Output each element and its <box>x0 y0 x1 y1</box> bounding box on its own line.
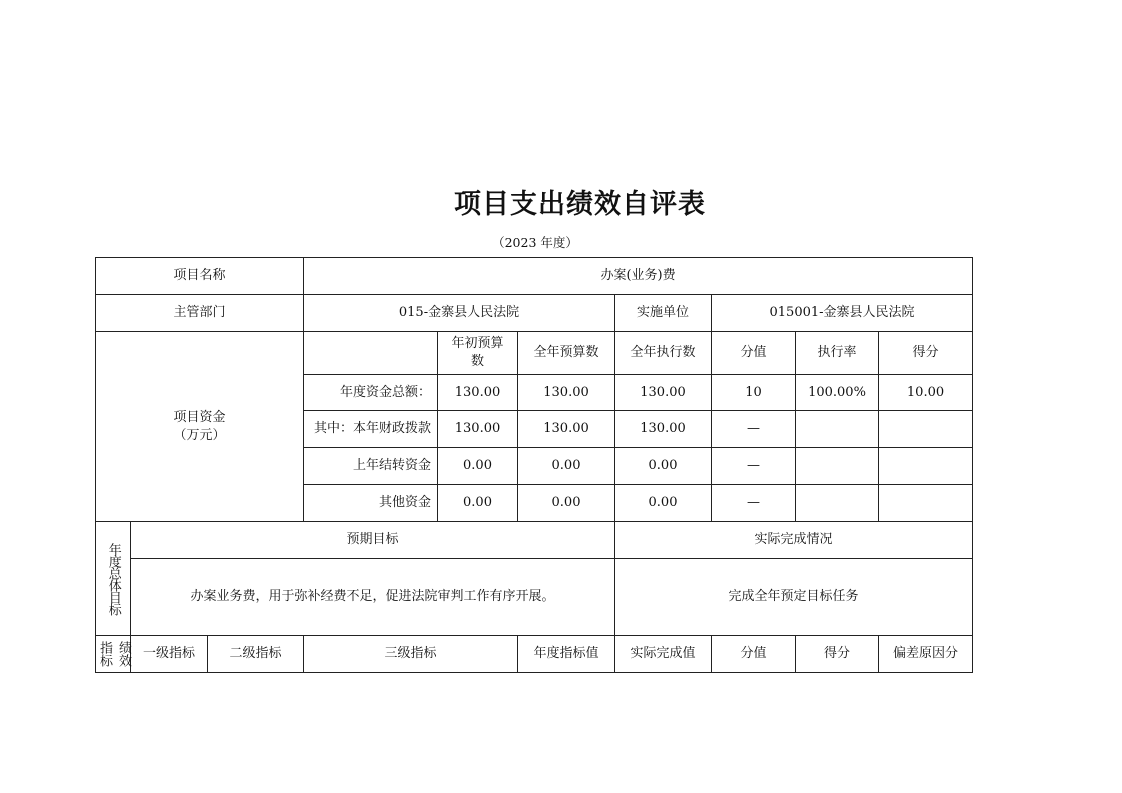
funds-header-blank <box>304 332 438 375</box>
funds-header-executed: 全年执行数 <box>615 332 712 375</box>
impl-unit-value: 015001-金寨县人民法院 <box>712 295 973 332</box>
actual-completion-header: 实际完成情况 <box>615 522 973 559</box>
funds-label-line1: 项目资金 <box>173 409 226 425</box>
performance-table <box>95 257 973 673</box>
fund-score-value: — <box>712 485 796 522</box>
fund-executed: 130.00 <box>615 411 712 448</box>
funds-header-row <box>96 332 973 375</box>
fund-score <box>879 411 973 448</box>
fund-row-label: 其中：本年财政拨款 <box>304 411 438 448</box>
funds-header-score-value: 分值 <box>712 332 796 375</box>
expected-goal-header: 预期目标 <box>131 522 615 559</box>
project-name-row <box>96 258 973 295</box>
level2-indicator-header: 二级指标 <box>208 636 304 673</box>
fund-annual: 0.00 <box>518 485 615 522</box>
fund-annual: 0.00 <box>518 448 615 485</box>
score-header: 得分 <box>796 636 879 673</box>
dept-label: 主管部门 <box>96 295 304 332</box>
fund-executed: 0.00 <box>615 448 712 485</box>
funds-header-annual: 全年预算数 <box>518 332 615 375</box>
year-label: （2023 年度） <box>492 235 578 250</box>
fund-score <box>879 485 973 522</box>
fund-initial: 130.00 <box>438 375 518 411</box>
fund-annual: 130.00 <box>518 375 615 411</box>
impl-unit-label: 实施单位 <box>615 295 712 332</box>
funds-label <box>96 332 304 522</box>
fund-row-label: 其他资金 <box>304 485 438 522</box>
page-title: 项目支出绩效自评表 <box>454 189 706 220</box>
indicator-header-row <box>96 636 973 673</box>
department-row <box>96 295 973 332</box>
fund-initial: 0.00 <box>438 448 518 485</box>
fund-score <box>879 448 973 485</box>
actual-completion-text: 完成全年预定目标任务 <box>615 559 973 636</box>
fund-rate <box>796 411 879 448</box>
fund-row-label: 上年结转资金 <box>304 448 438 485</box>
fund-rate <box>796 485 879 522</box>
expected-goal-text: 办案业务费，用于弥补经费不足，促进法院审判工作有序开展。 <box>131 559 615 636</box>
score-value-header: 分值 <box>712 636 796 673</box>
annual-indicator-value-header: 年度指标值 <box>518 636 615 673</box>
fund-annual: 130.00 <box>518 411 615 448</box>
fund-initial: 130.00 <box>438 411 518 448</box>
level3-indicator-header: 三级指标 <box>304 636 518 673</box>
goals-content-row <box>96 559 973 636</box>
level1-indicator-header: 一级指标 <box>131 636 208 673</box>
actual-value-header: 实际完成值 <box>615 636 712 673</box>
funds-label-line2: （万元） <box>173 427 226 443</box>
fund-score: 10.00 <box>879 375 973 411</box>
indicator-side-label: 指标 绩效 <box>96 636 131 673</box>
deviation-reason-header: 偏差原因分 <box>879 636 973 673</box>
fund-initial: 0.00 <box>438 485 518 522</box>
fund-score-value: — <box>712 411 796 448</box>
goals-header-row <box>96 522 973 559</box>
fund-score-value: 10 <box>712 375 796 411</box>
fund-rate <box>796 448 879 485</box>
project-name-label: 项目名称 <box>96 258 304 295</box>
fund-rate: 100.00% <box>796 375 879 411</box>
fund-executed: 0.00 <box>615 485 712 522</box>
project-name-value: 办案(业务)费 <box>304 258 973 295</box>
annual-goal-side-label: 年度总体目标 <box>96 522 131 636</box>
fund-score-value: — <box>712 448 796 485</box>
dept-value: 015-金寨县人民法院 <box>304 295 615 332</box>
funds-header-score: 得分 <box>879 332 973 375</box>
fund-executed: 130.00 <box>615 375 712 411</box>
funds-header-rate: 执行率 <box>796 332 879 375</box>
funds-header-initial: 年初预算数 <box>438 332 518 375</box>
fund-row-label: 年度资金总额： <box>304 375 438 411</box>
